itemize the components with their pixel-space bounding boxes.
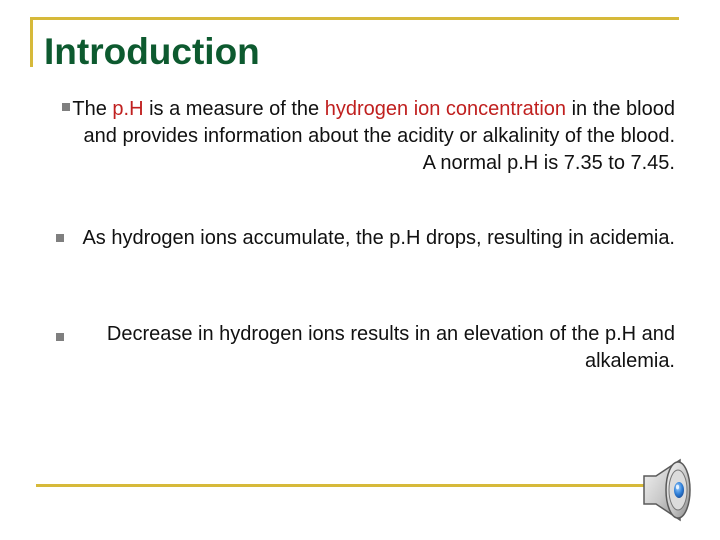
bullet-1-highlight-hydrogen: hydrogen ion concentration xyxy=(324,98,567,120)
bullet-marker xyxy=(62,103,70,111)
bullet-1-part: in the blood and provides information about the acidity or alkalinity of the blood. A normal p.H is 7.35 to 7.45. xyxy=(83,98,675,174)
frame-top-line xyxy=(30,17,679,20)
bullet-3-text: Decrease in hydrogen ions results in an elevation of the p.H and alkalemia. xyxy=(106,323,675,372)
bullet-1-highlight-ph: p.H xyxy=(112,98,144,120)
bullet-marker xyxy=(56,234,64,242)
slide-title: Introduction xyxy=(44,31,260,72)
bullet-1-part: is a measure of the xyxy=(143,98,325,120)
bullet-marker xyxy=(56,333,64,341)
bullet-1-part: The xyxy=(72,98,113,120)
bullet-1-text xyxy=(70,96,675,177)
bullet-2-text: As hydrogen ions accumulate, the p.H drops, resulting in acidemia. xyxy=(82,227,675,249)
speaker-icon[interactable] xyxy=(640,456,696,524)
frame-left-line xyxy=(30,17,33,67)
frame-bottom-line xyxy=(36,484,656,487)
